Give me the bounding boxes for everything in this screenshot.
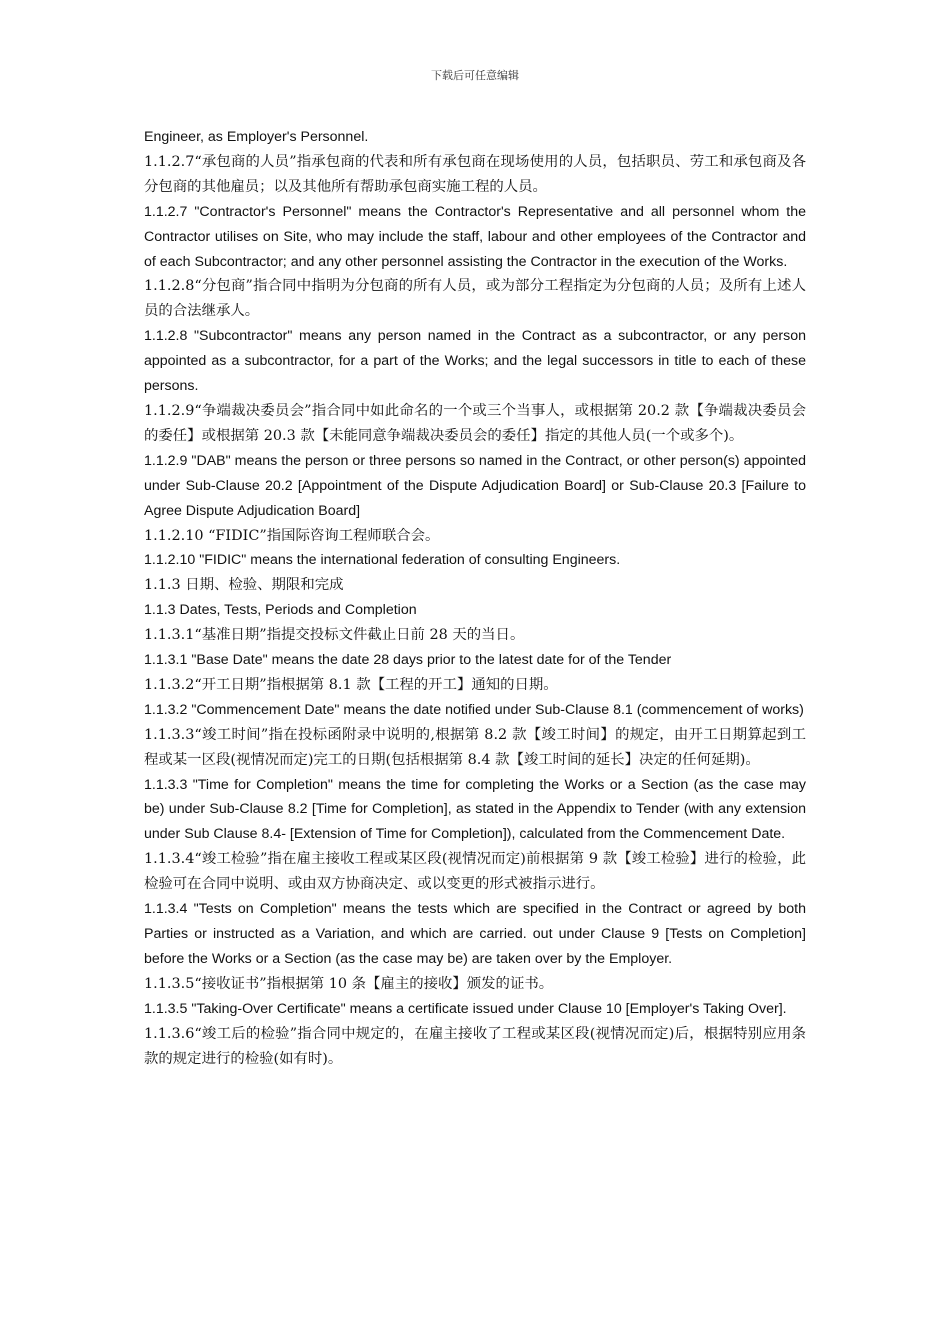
paragraph: 1.1.2.8“分包商”指合同中指明为分包商的所有人员，或为部分工程指定为分包商的人员；及所有上述人员的合法继承人。 [144, 278, 806, 320]
section-heading-en: 1.1.3 Dates, Tests, Periods and Completion [144, 602, 417, 619]
paragraph: 1.1.2.7“承包商的人员”指承包商的代表和所有承包商在现场使用的人员，包括职员、劳工和承包商及各分包商的其他雇员；以及其他所有帮助承包商实施工程的人员。 [144, 153, 806, 195]
paragraph: 1.1.3.5 "Taking-Over Certificate" means a certificate issued under Clause 10 [Employer's Taking Over]. [144, 1000, 787, 1017]
document-body [144, 125, 806, 1071]
paragraph: 1.1.3.5“接收证书”指根据第 10 条【雇主的接收】颁发的证书。 [144, 975, 554, 992]
paragraph: Engineer, as Employer's Personnel. [144, 129, 369, 145]
paragraph: 1.1.3.2“开工日期”指根据第 8.1 款【工程的开工】通知的日期。 [144, 676, 558, 693]
paragraph: 1.1.2.10 "FIDIC" means the international federation of consulting Engineers. [144, 552, 621, 569]
paragraph: 1.1.3.1 "Base Date" means the date 28 days prior to the latest date for of the Tender [144, 652, 672, 669]
paragraph: 1.1.2.9 "DAB" means the person or three persons so named in the Contract, or other person(s) appointed under Sub-Clause 20.2 [Appointment of the Dispute Adjudication Board] or Sub-Clause 20.3 [Failure to Agree Dispute Adjudication Board] [144, 452, 806, 519]
paragraph: 1.1.3.2 "Commencement Date" means the date notified under Sub-Clause 8.1 (commencement of works) [144, 701, 804, 718]
section-heading-zh: 1.1.3 日期、检验、期限和完成 [144, 577, 344, 594]
paragraph: 1.1.2.7 "Contractor's Personnel" means the Contractor's Representative and all personnel whom the Contractor utilises on Site, who may include the staff, labour and other employees of the Contractor and of each Subcontractor; and any other personnel assisting the Contractor in the execution of the Works. [144, 203, 806, 270]
paragraph: 1.1.2.9“争端裁决委员会”指合同中如此命名的一个或三个当事人，或根据第 20.2 款【争端裁决委员会的委任】或根据第 20.3 款【未能同意争端裁决委员会的委任】指定的其他人员(一个或多个)。 [144, 402, 806, 444]
paragraph: 1.1.3.1“基准日期”指提交投标文件截止日前 28 天的当日。 [144, 627, 525, 644]
paragraph: 1.1.3.4 "Tests on Completion" means the tests which are specified in the Contract or agreed by both Parties or instructed as a Variation, and which are carried. out under Clause 9 [Tests on Completion] before the Works or a Section (as the case may be) are taken over by the Employer. [144, 901, 806, 967]
paragraph: 1.1.2.8 "Subcontractor" means any person named in the Contract as a subcontractor, or any person appointed as a subcontractor, for a part of the Works; and the legal successors in title to each of these persons. [144, 328, 806, 395]
paragraph: 1.1.2.10 “FIDIC”指国际咨询工程师联合会。 [144, 527, 440, 544]
paragraph: 1.1.3.6“竣工后的检验”指合同中规定的，在雇主接收了工程或某区段(视情况而定)后，根据特别应用条款的规定进行的检验(如有时)。 [144, 1025, 806, 1067]
paragraph: 1.1.3.3 "Time for Completion" means the time for completing the Works or a Section (as the case may be) under Sub-Clause 8.2 [Time for Completion], as stated in the Appendix to Tender (with any extension under Sub Clause 8.4- [Extension of Time for Completion]), calculated from the Commencement Date. [144, 776, 806, 843]
paragraph: 1.1.3.4“竣工检验”指在雇主接收工程或某区段(视情况而定)前根据第 9 款【竣工检验】进行的检验，此检验可在合同中说明、或由双方协商决定、或以变更的形式被指示进行。 [144, 851, 806, 893]
paragraph: 1.1.3.3“竣工时间”指在投标函附录中说明的,根据第 8.2 款【竣工时间】的规定，由开工日期算起到工程或某一区段(视情况而定)完工的日期(包括根据第 8.4 款【竣工时间的延长】决定的任何延期)。 [144, 726, 806, 768]
page-header: 下载后可任意编辑 [431, 69, 519, 82]
